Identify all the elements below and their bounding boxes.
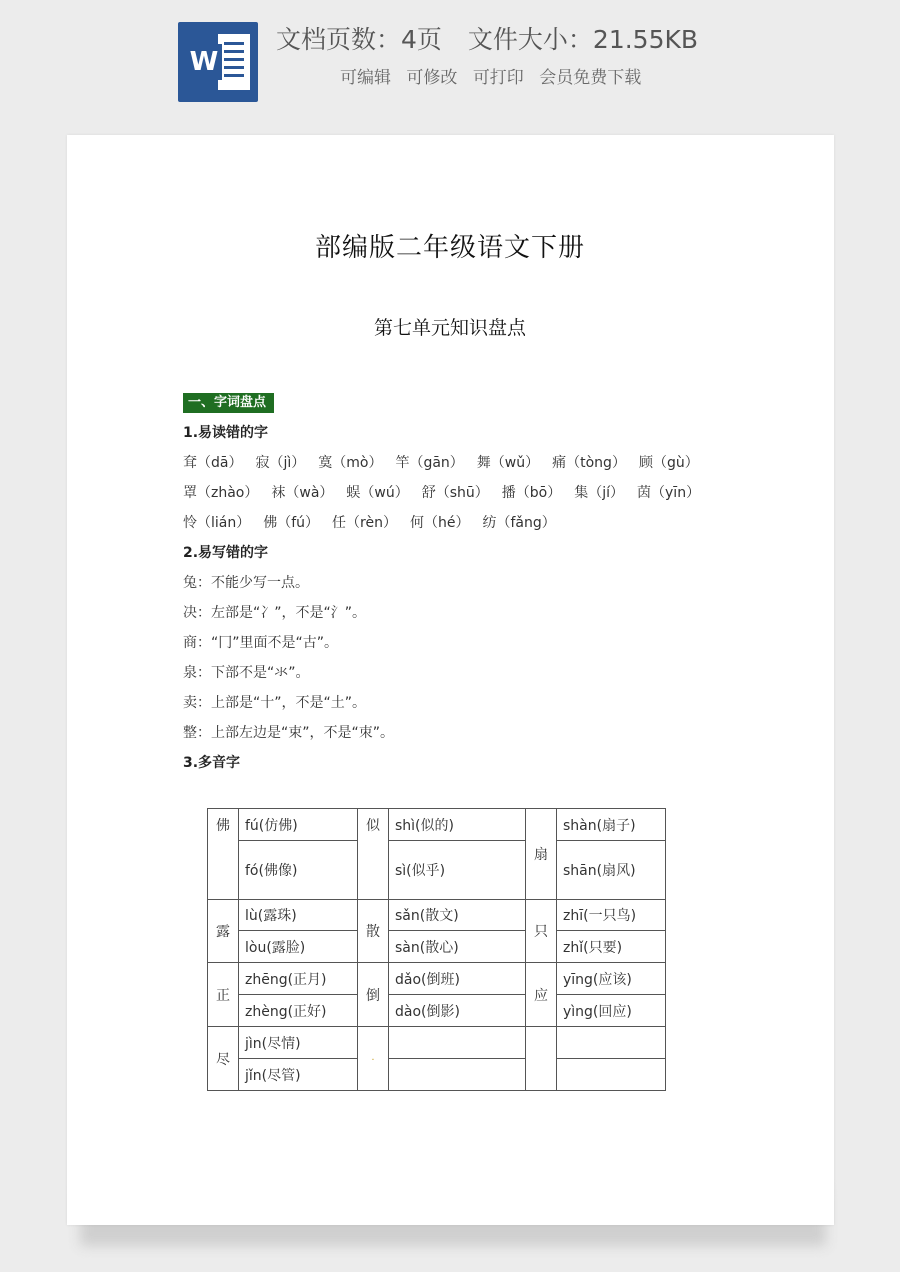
perm-printable: 可打印 xyxy=(472,68,524,88)
reading-item: 痛（tòng） xyxy=(552,455,626,471)
poly-char: 应 xyxy=(526,963,557,1027)
writing-note: 卖：上部是“十”，不是“土”。 xyxy=(183,695,367,711)
poly-char: 只 xyxy=(526,900,557,963)
poly-reading: dào(倒影) xyxy=(389,995,526,1027)
poly-char: 正 xyxy=(208,963,239,1027)
reading-item: 集（jí） xyxy=(574,485,625,501)
poly-reading: jǐn(尽管) xyxy=(239,1059,358,1091)
subheading-polyphonic: 3.多音字 xyxy=(183,755,241,771)
reading-item: 怜（lián） xyxy=(183,515,251,531)
table-row xyxy=(208,841,666,900)
poly-char: 露 xyxy=(208,900,239,963)
reading-item: 耷（dā） xyxy=(183,455,243,471)
writing-note: 商：“冂”里面不是“古”。 xyxy=(183,635,339,651)
poly-char: 散 xyxy=(358,900,389,963)
empty-cell xyxy=(557,1059,666,1091)
reading-item: 舞（wǔ） xyxy=(476,455,540,471)
writing-note: 泉：下部不是“氺”。 xyxy=(183,665,310,681)
page-count: 文档页数：4页 xyxy=(276,25,442,54)
word-page-icon xyxy=(218,34,250,90)
word-document-icon xyxy=(178,22,258,102)
table-row xyxy=(208,963,666,995)
poly-char: 扇 xyxy=(526,809,557,900)
reading-item: 顾（gù） xyxy=(638,455,699,471)
poly-reading: zhèng(正好) xyxy=(239,995,358,1027)
empty-cell xyxy=(389,1059,526,1091)
reading-item: 寞（mò） xyxy=(318,455,383,471)
reading-item: 舒（shū） xyxy=(421,485,489,501)
poly-reading: zhēng(正月) xyxy=(239,963,358,995)
poly-char: 尽 xyxy=(208,1027,239,1091)
poly-reading: sǎn(散文) xyxy=(389,900,526,931)
doc-permissions xyxy=(340,66,641,90)
reading-row-2 xyxy=(183,483,713,503)
doc-stats xyxy=(276,22,698,58)
poly-reading: lòu(露脸) xyxy=(239,931,358,963)
reading-item: 茵（yīn） xyxy=(637,485,701,501)
reading-item: 蜈（wú） xyxy=(346,485,409,501)
reading-item: 佛（fú） xyxy=(263,515,320,531)
empty-cell xyxy=(557,1027,666,1059)
table-row xyxy=(208,900,666,931)
empty-cell xyxy=(389,1027,526,1059)
subheading-misread: 1.易读错的字 xyxy=(183,425,269,441)
table-row xyxy=(208,931,666,963)
poly-char: 佛 xyxy=(208,809,239,900)
perm-modifiable: 可修改 xyxy=(406,68,458,88)
reading-item: 罩（zhào） xyxy=(183,485,259,501)
poly-reading: sàn(散心) xyxy=(389,931,526,963)
writing-note: 决：左部是“冫”，不是“氵”。 xyxy=(183,605,367,621)
section-heading: 一、字词盘点 xyxy=(183,393,274,413)
empty-cell xyxy=(358,1027,389,1091)
page-subtitle: 第七单元知识盘点 xyxy=(373,317,526,339)
empty-cell xyxy=(526,1027,557,1091)
table-row xyxy=(208,809,666,841)
reading-item: 寂（jì） xyxy=(255,455,306,471)
table-row xyxy=(208,1059,666,1091)
poly-char: 倒 xyxy=(358,963,389,1027)
header-banner xyxy=(0,0,900,110)
subheading-miswritten: 2.易写错的字 xyxy=(183,545,269,561)
table-row xyxy=(208,995,666,1027)
perm-member-download: 会员免费下载 xyxy=(539,68,642,88)
writing-note: 整：上部左边是“束”，不是“朿”。 xyxy=(183,725,395,741)
reading-row-1 xyxy=(183,453,712,473)
reading-item: 竿（gān） xyxy=(395,455,464,471)
poly-reading: dǎo(倒班) xyxy=(389,963,526,995)
poly-reading: shān(扇风) xyxy=(557,841,666,900)
poly-reading: fó(佛像) xyxy=(239,841,358,900)
writing-note: 兔：不能少写一点。 xyxy=(183,575,309,591)
perm-editable: 可编辑 xyxy=(340,68,391,88)
reading-item: 任（rèn） xyxy=(332,515,397,531)
poly-reading: shàn(扇子) xyxy=(557,809,666,841)
page-title: 部编版二年级语文下册 xyxy=(314,233,585,263)
poly-reading: shì(似的) xyxy=(389,809,526,841)
reading-row-3 xyxy=(183,513,569,533)
poly-reading: lù(露珠) xyxy=(239,900,358,931)
reading-item: 袜（wà） xyxy=(271,485,334,501)
reading-item: 纺（fǎng） xyxy=(482,515,556,531)
poly-reading: yìng(回应) xyxy=(557,995,666,1027)
file-size: 文件大小：21.55KB xyxy=(467,25,699,54)
polyphonic-table xyxy=(207,808,666,1091)
reading-item: 播（bō） xyxy=(501,485,562,501)
word-logo-letter: W xyxy=(186,44,222,80)
poly-reading: fú(仿佛) xyxy=(239,809,358,841)
poly-reading: yīng(应该) xyxy=(557,963,666,995)
reading-item: 何（hé） xyxy=(409,515,470,531)
poly-char: 似 xyxy=(358,809,389,900)
stray-dot-icon: · xyxy=(371,1054,375,1066)
poly-reading: zhī(一只鸟) xyxy=(557,900,666,931)
poly-reading: sì(似乎) xyxy=(389,841,526,900)
poly-reading: jìn(尽情) xyxy=(239,1027,358,1059)
poly-reading: zhǐ(只要) xyxy=(557,931,666,963)
table-row xyxy=(208,1027,666,1059)
